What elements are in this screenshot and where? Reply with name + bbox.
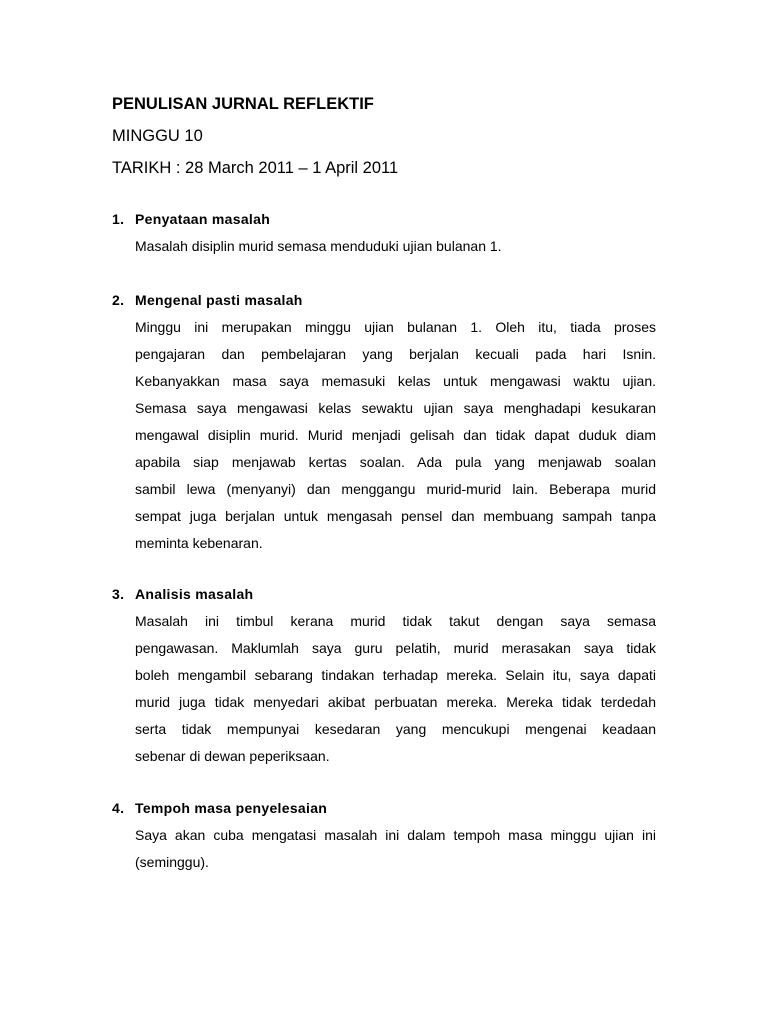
section-body bbox=[135, 822, 656, 876]
document-title: PENULISAN JURNAL REFLEKTIF bbox=[112, 95, 374, 113]
body-line: Masalah disiplin murid semasa menduduki ujian bulanan 1. bbox=[135, 238, 502, 254]
body-line: pengajaran dan pembelajaran yang berjalan kecuali pada hari Isnin. bbox=[135, 346, 656, 362]
section-number: 2. bbox=[112, 292, 125, 308]
section-title: Tempoh masa penyelesaian bbox=[135, 800, 328, 816]
body-line: Kebanyakkan masa saya memasuki kelas untuk mengawasi waktu ujian. bbox=[135, 373, 656, 389]
document-week: MINGGU 10 bbox=[112, 127, 203, 145]
body-line: apabila siap menjawab kertas soalan. Ada pula yang menjawab soalan bbox=[135, 454, 656, 470]
body-line: Minggu ini merupakan minggu ujian bulanan 1. Oleh itu, tiada proses bbox=[135, 319, 656, 335]
section-heading bbox=[112, 287, 656, 314]
body-line: boleh mengambil sebarang tindakan terhadap mereka. Selain itu, saya dapati bbox=[135, 667, 656, 683]
body-line: murid juga tidak menyedari akibat perbuatan mereka. Mereka tidak terdedah bbox=[135, 694, 656, 710]
section-number: 3. bbox=[112, 586, 125, 602]
body-line: Saya akan cuba mengatasi masalah ini dalam tempoh masa minggu ujian ini bbox=[135, 827, 656, 843]
section-heading bbox=[112, 581, 656, 608]
body-line: meminta kebenaran. bbox=[135, 535, 263, 551]
body-line: sempat juga berjalan untuk mengasah pensel dan membuang sampah tanpa bbox=[135, 508, 656, 524]
body-line: Semasa saya mengawasi kelas sewaktu ujian saya menghadapi kesukaran bbox=[135, 400, 656, 416]
section-heading bbox=[112, 795, 656, 822]
body-line: sambil lewa (menyanyi) dan menggangu murid-murid lain. Beberapa murid bbox=[135, 481, 656, 497]
section-problem-analysis bbox=[112, 581, 656, 770]
section-title: Analisis masalah bbox=[135, 586, 254, 602]
section-title: Penyataan masalah bbox=[135, 211, 271, 227]
section-title: Mengenal pasti masalah bbox=[135, 292, 303, 308]
section-body bbox=[135, 608, 656, 770]
document-header bbox=[112, 88, 672, 184]
section-number: 1. bbox=[112, 211, 125, 227]
document-date: TARIKH : 28 March 2011 – 1 April 2011 bbox=[112, 159, 399, 177]
section-resolution-period bbox=[112, 795, 656, 876]
body-line: Masalah ini timbul kerana murid tidak takut dengan saya semasa bbox=[135, 613, 656, 629]
section-identify-problem bbox=[112, 287, 656, 557]
body-line: (seminggu). bbox=[135, 854, 209, 870]
body-line: serta tidak mempunyai kesedaran yang mencukupi mengenai keadaan bbox=[135, 721, 656, 737]
section-heading bbox=[112, 206, 656, 233]
section-number: 4. bbox=[112, 800, 125, 816]
section-problem-statement bbox=[112, 206, 656, 260]
body-line: pengawasan. Maklumlah saya guru pelatih, murid merasakan saya tidak bbox=[135, 640, 656, 656]
section-body bbox=[135, 233, 656, 260]
body-line: mengawal disiplin murid. Murid menjadi gelisah dan tidak dapat duduk diam bbox=[135, 427, 656, 443]
body-line: sebenar di dewan peperiksaan. bbox=[135, 748, 330, 764]
section-body bbox=[135, 314, 656, 557]
